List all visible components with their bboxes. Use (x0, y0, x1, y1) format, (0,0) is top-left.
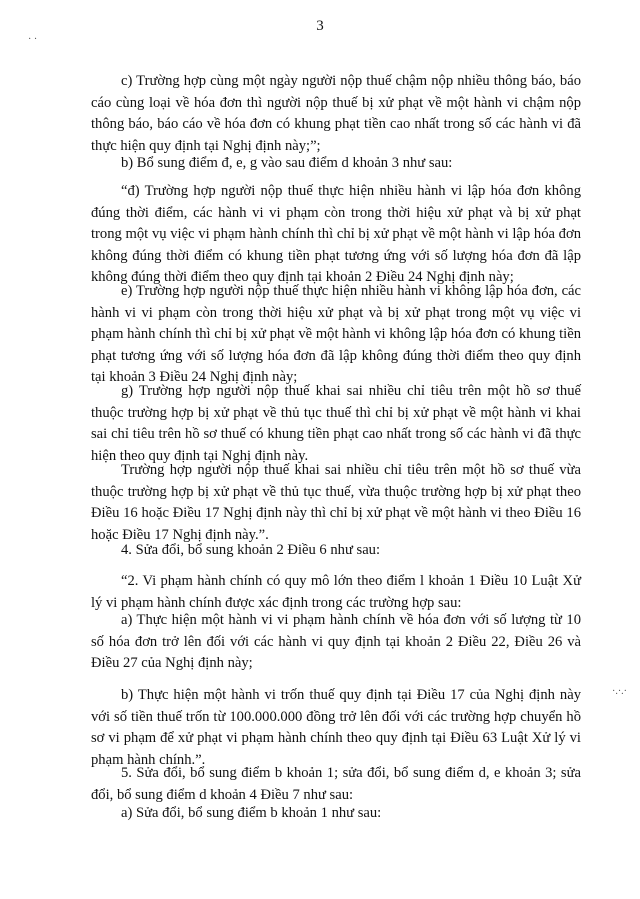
paragraph-large-scale-violation: “2. Vi phạm hành chính có quy mô lớn theo điểm l khoản 1 Điều 10 Luật Xử lý vi phạm hành chính được xác định trong các trường hợp sau: (91, 573, 581, 611)
paragraph-e-no-invoice: e) Trường hợp người nộp thuế thực hiện nhiều hành vi không lập hóa đơn, các hành vi vi phạm còn trong thời hiệu xử phạt và bị xử phạt trong một vụ việc vi phạm hành chính thì chỉ bị xử phạt về một hành vi không lập hóa đơn có khung tiền phạt tương ứng với số lượng hóa đơn đã lập không đúng thời điểm theo quy định tại khoản 3 Điều 24 Nghị định này; (91, 283, 581, 385)
paragraph-a-invoice-quantity: a) Thực hiện một hành vi vi phạm hành chính về hóa đơn với số lượng từ 10 số hóa đơn trở lên đối với các hành vi quy định tại khoản 2 Điều 22, Điều 26 và Điều 27 của Nghị định này; (91, 612, 581, 671)
page-number: 3 (316, 18, 324, 34)
paragraph-c-late-notices: c) Trường hợp cùng một ngày người nộp thuế chậm nộp nhiều thông báo, báo cáo cùng loại về hóa đơn thì người nộp thuế bị xử phạt về một hành vi chậm nộp thông báo, báo cáo về hóa đơn có khung phạt tiền cao nhất trong số các hành vi đã thực hiện quy định tại Nghị định này;”; (91, 73, 581, 154)
paragraph-b-tax-evasion: b) Thực hiện một hành vi trốn thuế quy định tại Điều 17 của Nghị định này với số tiền thuế trốn từ 100.000.000 đồng trở lên đối với các trường hợp chuyển hồ sơ vi phạm để xử phạt vi phạm hành chính theo quy định tại Điều 63 Luật Xử lý vi phạm hành chính.”. (91, 687, 581, 768)
scan-speck-top-left: · · (28, 34, 38, 45)
paragraph-4-amend-clause: 4. Sửa đổi, bổ sung khoản 2 Điều 6 như sau: (121, 542, 381, 558)
paragraph-multiple-errors: Trường hợp người nộp thuế khai sai nhiều chỉ tiêu trên một hồ sơ thuế vừa thuộc trường hợp bị xử phạt về thủ tục thuế, vừa thuộc trường hợp bị xử phạt theo Điều 16 hoặc Điều 17 Nghị định này thì chỉ bị xử phạt về một hành vi theo Điều 16 hoặc Điều 17 Nghị định này.”. (91, 462, 581, 543)
paragraph-b-add-points: b) Bổ sung điểm đ, e, g vào sau điểm d khoản 3 như sau: (121, 155, 453, 171)
paragraph-g-false-declaration: g) Trường hợp người nộp thuế khai sai nhiều chỉ tiêu trên một hồ sơ thuế thuộc trường hợp bị xử phạt về thủ tục thuế thì chỉ bị xử phạt về một hành vi khai sai chỉ tiêu trên hồ sơ thuế có khung tiền phạt cao nhất trong số các hành vi đã thực hiện theo quy định tại Nghị định này. (91, 383, 581, 464)
paragraph-d-invoice-timing: “đ) Trường hợp người nộp thuế thực hiện nhiều hành vi lập hóa đơn không đúng thời điểm, các hành vi vi phạm còn trong thời hiệu xử phạt và bị xử phạt trong một vụ việc vi phạm hành chính thì chỉ bị xử phạt về một hành vi lập hóa đơn không đúng thời điểm có khung tiền phạt tương ứng với số lượng hóa đơn đã lập không đúng thời điểm theo quy định tại khoản 2 Điều 24 Nghị định này; (91, 183, 581, 285)
paragraph-5-amend-article-7: 5. Sửa đổi, bổ sung điểm b khoản 1; sửa đổi, bổ sung điểm d, e khoản 3; sửa đổi, bổ sung điểm d khoản 4 Điều 7 như sau: (91, 765, 581, 803)
paragraph-a-amend-point-b: a) Sửa đổi, bổ sung điểm b khoản 1 như sau: (121, 805, 382, 821)
scan-speck-right: ·.·.· (612, 686, 627, 697)
